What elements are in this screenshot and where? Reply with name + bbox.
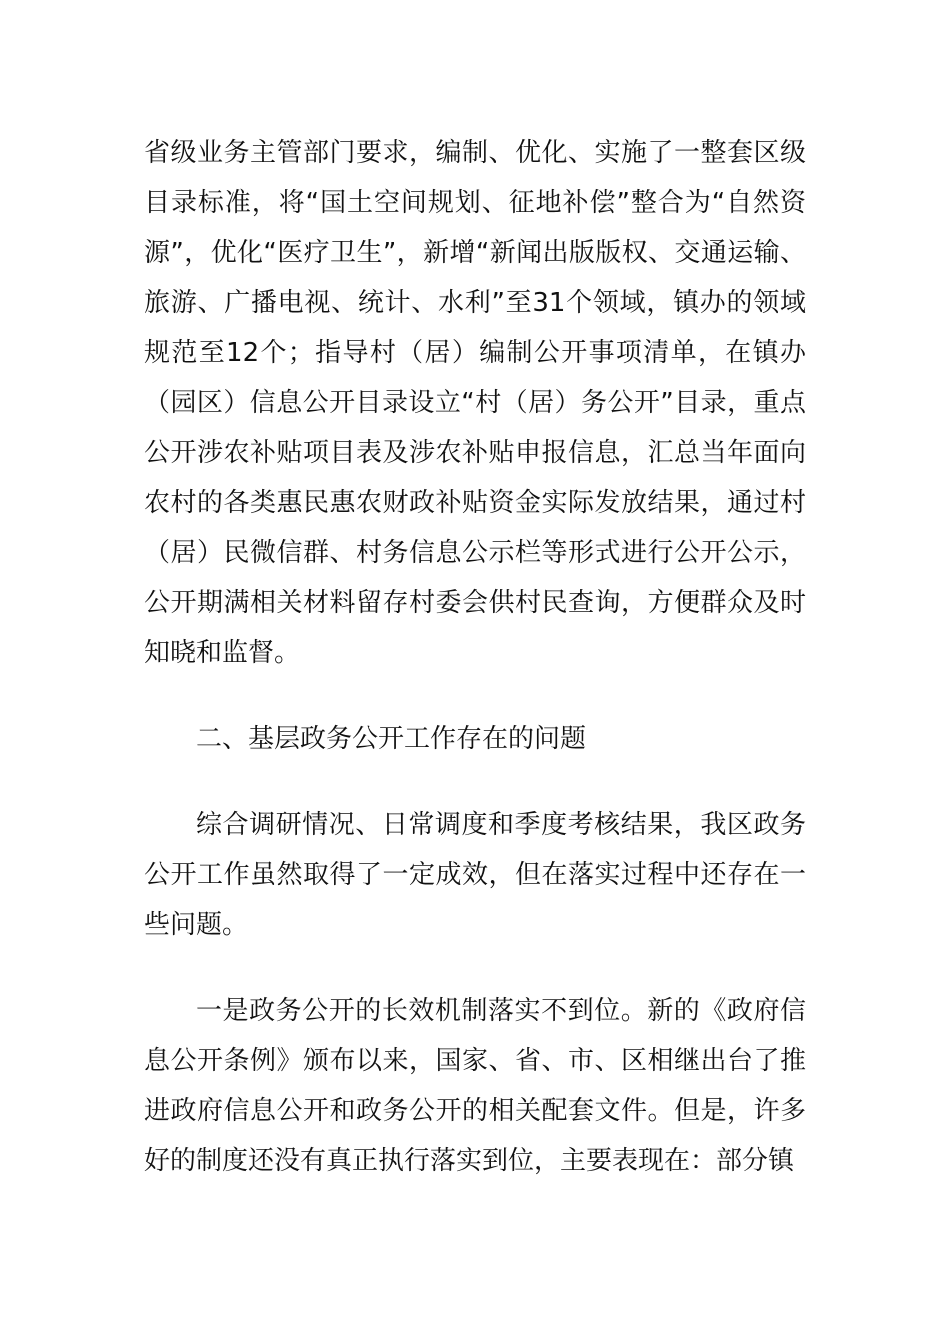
paragraph-spacer xyxy=(144,764,806,800)
section-heading: 二、基层政务公开工作存在的问题 xyxy=(196,724,587,754)
paragraph-spacer xyxy=(144,678,806,714)
body-paragraph: 综合调研情况、日常调度和季度考核结果，我区政务公开工作虽然取得了一定成效，但在落实过程中还存在一些问题。 xyxy=(144,810,806,940)
document-body xyxy=(144,128,806,1186)
paragraph-spacer xyxy=(144,950,806,986)
body-paragraph: 一是政务公开的长效机制落实不到位。新的《政府信息公开条例》颁布以来，国家、省、市、区相继出台了推进政府信息公开和政务公开的相关配套文件。但是，许多好的制度还没有真正执行落实到位，主要表现在：部分镇 xyxy=(144,996,806,1176)
body-paragraph-continued: 省级业务主管部门要求，编制、优化、实施了一整套区级目录标准，将“国土空间规划、征地补偿”整合为“自然资源”，优化“医疗卫生”，新增“新闻出版版权、交通运输、旅游、广播电视、统计、水利”至31个领域，镇办的领域规范至12个；指导村（居）编制公开事项清单，在镇办（园区）信息公开目录设立“村（居）务公开”目录，重点公开涉农补贴项目表及涉农补贴申报信息，汇总当年面向农村的各类惠民惠农财政补贴资金实际发放结果，通过村（居）民微信群、村务信息公示栏等形式进行公开公示，公开期满相关材料留存村委会供村民查询，方便群众及时知晓和监督。 xyxy=(144,138,806,668)
